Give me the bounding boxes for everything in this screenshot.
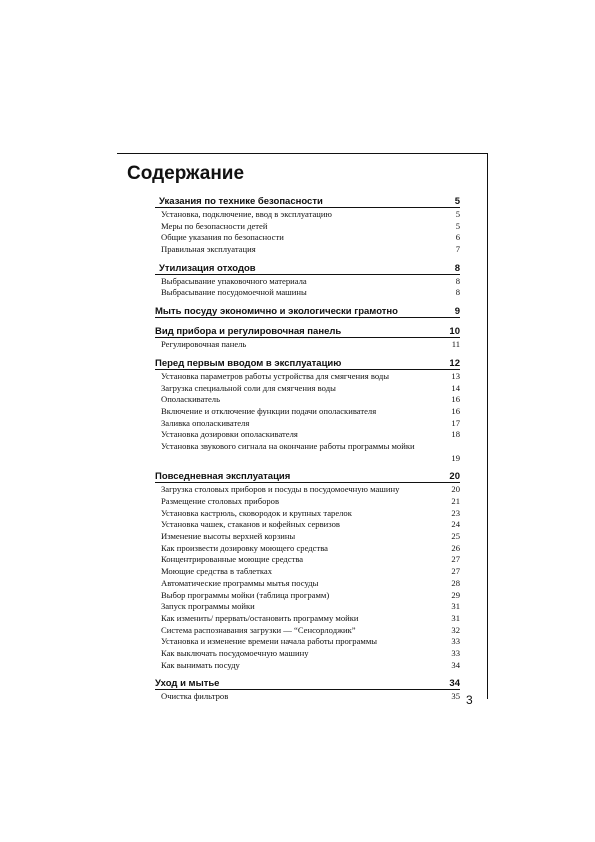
toc-entry-title: Установка звукового сигнала на окончание работы программы мойки	[161, 440, 415, 451]
toc-entry-page: 28	[451, 577, 460, 588]
section-underline	[155, 274, 460, 275]
page-number: 3	[466, 693, 473, 707]
toc-entry[interactable]	[155, 371, 460, 383]
toc-entry-page: 33	[451, 647, 460, 658]
toc-entry-title: Автоматические программы мытья посуды	[161, 577, 319, 588]
toc-entry-title: Загрузка специальной соли для смягчения воды	[161, 382, 336, 393]
toc-entry-title: Как выключать посудомоечную машину	[161, 647, 309, 658]
toc-section[interactable]	[155, 467, 460, 482]
toc-entry-title: Ополаскиватель	[161, 394, 220, 405]
toc-section-title: Указания по технике безопасности	[159, 196, 323, 207]
toc-entry-title: Установка дозировки ополаскивателя	[161, 429, 298, 440]
table-of-contents	[155, 192, 460, 703]
toc-section-title: Вид прибора и регулировочная панель	[155, 326, 342, 338]
toc-entry[interactable]	[155, 429, 460, 441]
toc-entry-page: 25	[451, 531, 460, 542]
toc-entry-page: 14	[451, 382, 460, 393]
toc-entry[interactable]	[155, 636, 460, 648]
toc-entry[interactable]	[155, 648, 460, 660]
toc-section[interactable]	[155, 674, 460, 689]
toc-entry[interactable]	[155, 221, 460, 233]
toc-entry[interactable]	[155, 508, 460, 520]
toc-entry-page: 24	[451, 519, 460, 530]
toc-entry-page: 27	[451, 566, 460, 577]
toc-entry-page: 7	[455, 244, 460, 255]
toc-section[interactable]	[155, 192, 460, 207]
toc-entry-page: 23	[451, 507, 460, 518]
toc-section-page: 34	[449, 678, 460, 690]
toc-entry-title: Как произвести дозировку моющего средства	[161, 542, 328, 553]
toc-entry-title: Как изменить/ прервать/остановить программу мойки	[161, 612, 359, 623]
toc-entry-title: Размещение столовых приборов	[161, 496, 280, 507]
toc-entry[interactable]	[155, 590, 460, 602]
toc-entry-title: Выбрасывание посудомоечной машины	[161, 287, 307, 298]
toc-entry-title: Выбор программы мойки (таблица программ)	[161, 589, 330, 600]
toc-section[interactable]	[155, 322, 460, 337]
toc-section[interactable]	[155, 354, 460, 369]
toc-entry-page: 19	[451, 452, 460, 463]
toc-entry[interactable]	[155, 496, 460, 508]
toc-entry-page: 11	[451, 339, 460, 350]
toc-entry[interactable]	[155, 276, 460, 288]
toc-entry-title: Как вынимать посуду	[161, 659, 240, 670]
toc-section-page: 10	[449, 326, 460, 338]
toc-entry[interactable]	[155, 566, 460, 578]
toc-entry-title: Установка и изменение времени начала работы программы	[161, 636, 378, 647]
toc-entry-page: 8	[455, 287, 460, 298]
right-rule	[487, 153, 488, 699]
toc-section-page: 20	[449, 471, 460, 483]
toc-entry-page: 17	[451, 417, 460, 428]
toc-section-title: Перед первым вводом в эксплуатацию	[155, 357, 342, 369]
section-underline	[155, 689, 460, 690]
toc-entry-page: 34	[451, 659, 460, 670]
toc-section-title: Повседневная эксплуатация	[155, 471, 291, 483]
toc-entry-page: 31	[451, 612, 460, 623]
toc-entry[interactable]	[155, 406, 460, 418]
toc-entry-page: 8	[455, 275, 460, 286]
top-rule	[117, 153, 487, 154]
toc-section[interactable]	[155, 259, 460, 274]
toc-entry-title: Установка, подключение, ввод в эксплуатацию	[161, 209, 332, 219]
toc-entry[interactable]	[155, 625, 460, 637]
toc-entry-page: 27	[451, 554, 460, 565]
toc-entry-title: Меры по безопасности детей	[161, 220, 268, 231]
toc-entry[interactable]	[155, 232, 460, 244]
toc-entry-title: Изменение высоты верхней корзины	[161, 531, 296, 542]
toc-entry[interactable]	[155, 209, 460, 221]
section-underline	[155, 482, 460, 483]
toc-entry-title: Регулировочная панель	[161, 339, 247, 350]
toc-entry[interactable]	[155, 519, 460, 531]
toc-entry[interactable]	[155, 383, 460, 395]
toc-entry-page: 18	[451, 429, 460, 440]
toc-section[interactable]	[155, 302, 460, 317]
toc-entry-title: Включение и отключение функции подачи ополаскивателя	[161, 405, 377, 416]
toc-entry-title: Правильная эксплуатация	[161, 244, 256, 255]
toc-entry-title: Система распознавания загрузки — “Сенсорлоджик”	[161, 624, 356, 635]
toc-entry[interactable]	[155, 484, 460, 496]
toc-entry[interactable]	[155, 543, 460, 555]
toc-entry-page: 35	[451, 691, 460, 702]
toc-entry-page: 21	[451, 496, 460, 507]
toc-entry-page: 5	[455, 220, 460, 231]
section-underline	[155, 337, 460, 338]
toc-entry-page: 32	[451, 624, 460, 635]
toc-section-page: 12	[449, 357, 460, 369]
toc-entry-page: 26	[451, 542, 460, 553]
toc-entry-title: Выбрасывание упаковочного материала	[161, 275, 307, 286]
toc-entry[interactable]	[155, 601, 460, 613]
toc-section-page: 9	[454, 306, 460, 318]
toc-entry-title: Установка параметров работы устройства для смягчения воды	[161, 370, 390, 381]
toc-entry-title: Установка чашек, стаканов и кофейных сервизов	[161, 519, 340, 530]
toc-entry[interactable]	[155, 287, 460, 299]
toc-section-title: Уход и мытье	[155, 678, 220, 690]
toc-entry-page: 16	[451, 394, 460, 405]
toc-section-page: 8	[454, 262, 460, 274]
toc-entry-title: Запуск программы мойки	[161, 601, 255, 612]
toc-entry[interactable]	[155, 244, 460, 256]
toc-entry[interactable]	[155, 578, 460, 590]
page-title: Содержание	[127, 163, 245, 184]
toc-entry-page: 31	[451, 601, 460, 612]
toc-entry-page: 16	[451, 405, 460, 416]
toc-entry[interactable]	[155, 554, 460, 566]
toc-entry[interactable]	[155, 531, 460, 543]
toc-entry-page: 20	[451, 484, 460, 495]
toc-entry-title: Моющие средства в таблетках	[161, 566, 273, 577]
toc-entry-title: Заливка ополаскивателя	[161, 417, 250, 428]
toc-entry[interactable]	[155, 441, 460, 464]
toc-entry[interactable]	[155, 394, 460, 406]
toc-entry[interactable]	[155, 691, 460, 703]
section-underline	[155, 207, 460, 208]
toc-entry-page: 6	[455, 232, 460, 243]
toc-entry-page: 33	[451, 636, 460, 647]
toc-entry[interactable]	[155, 418, 460, 430]
toc-entry[interactable]	[155, 339, 460, 351]
toc-section-title: Мыть посуду экономично и экологически грамотно	[155, 306, 398, 318]
toc-entry-title: Общие указания по безопасности	[161, 232, 284, 243]
toc-entry-title: Концентрированные моющие средства	[161, 554, 304, 565]
toc-section-title: Утилизация отходов	[159, 262, 256, 274]
toc-entry[interactable]	[155, 613, 460, 625]
toc-entry-title: Загрузка столовых приборов и посуды в посудомоечную машину	[161, 484, 400, 495]
toc-entry-page: 5	[455, 209, 460, 219]
toc-entry-page: 13	[451, 370, 460, 381]
toc-entry-title: Очистка фильтров	[161, 691, 229, 702]
toc-entry-title: Установка кастрюль, сковородок и крупных тарелок	[161, 507, 352, 518]
section-underline	[155, 369, 460, 370]
toc-entry[interactable]	[155, 660, 460, 672]
toc-entry-page: 29	[451, 589, 460, 600]
section-underline	[155, 317, 460, 318]
toc-section-page: 5	[454, 196, 460, 207]
